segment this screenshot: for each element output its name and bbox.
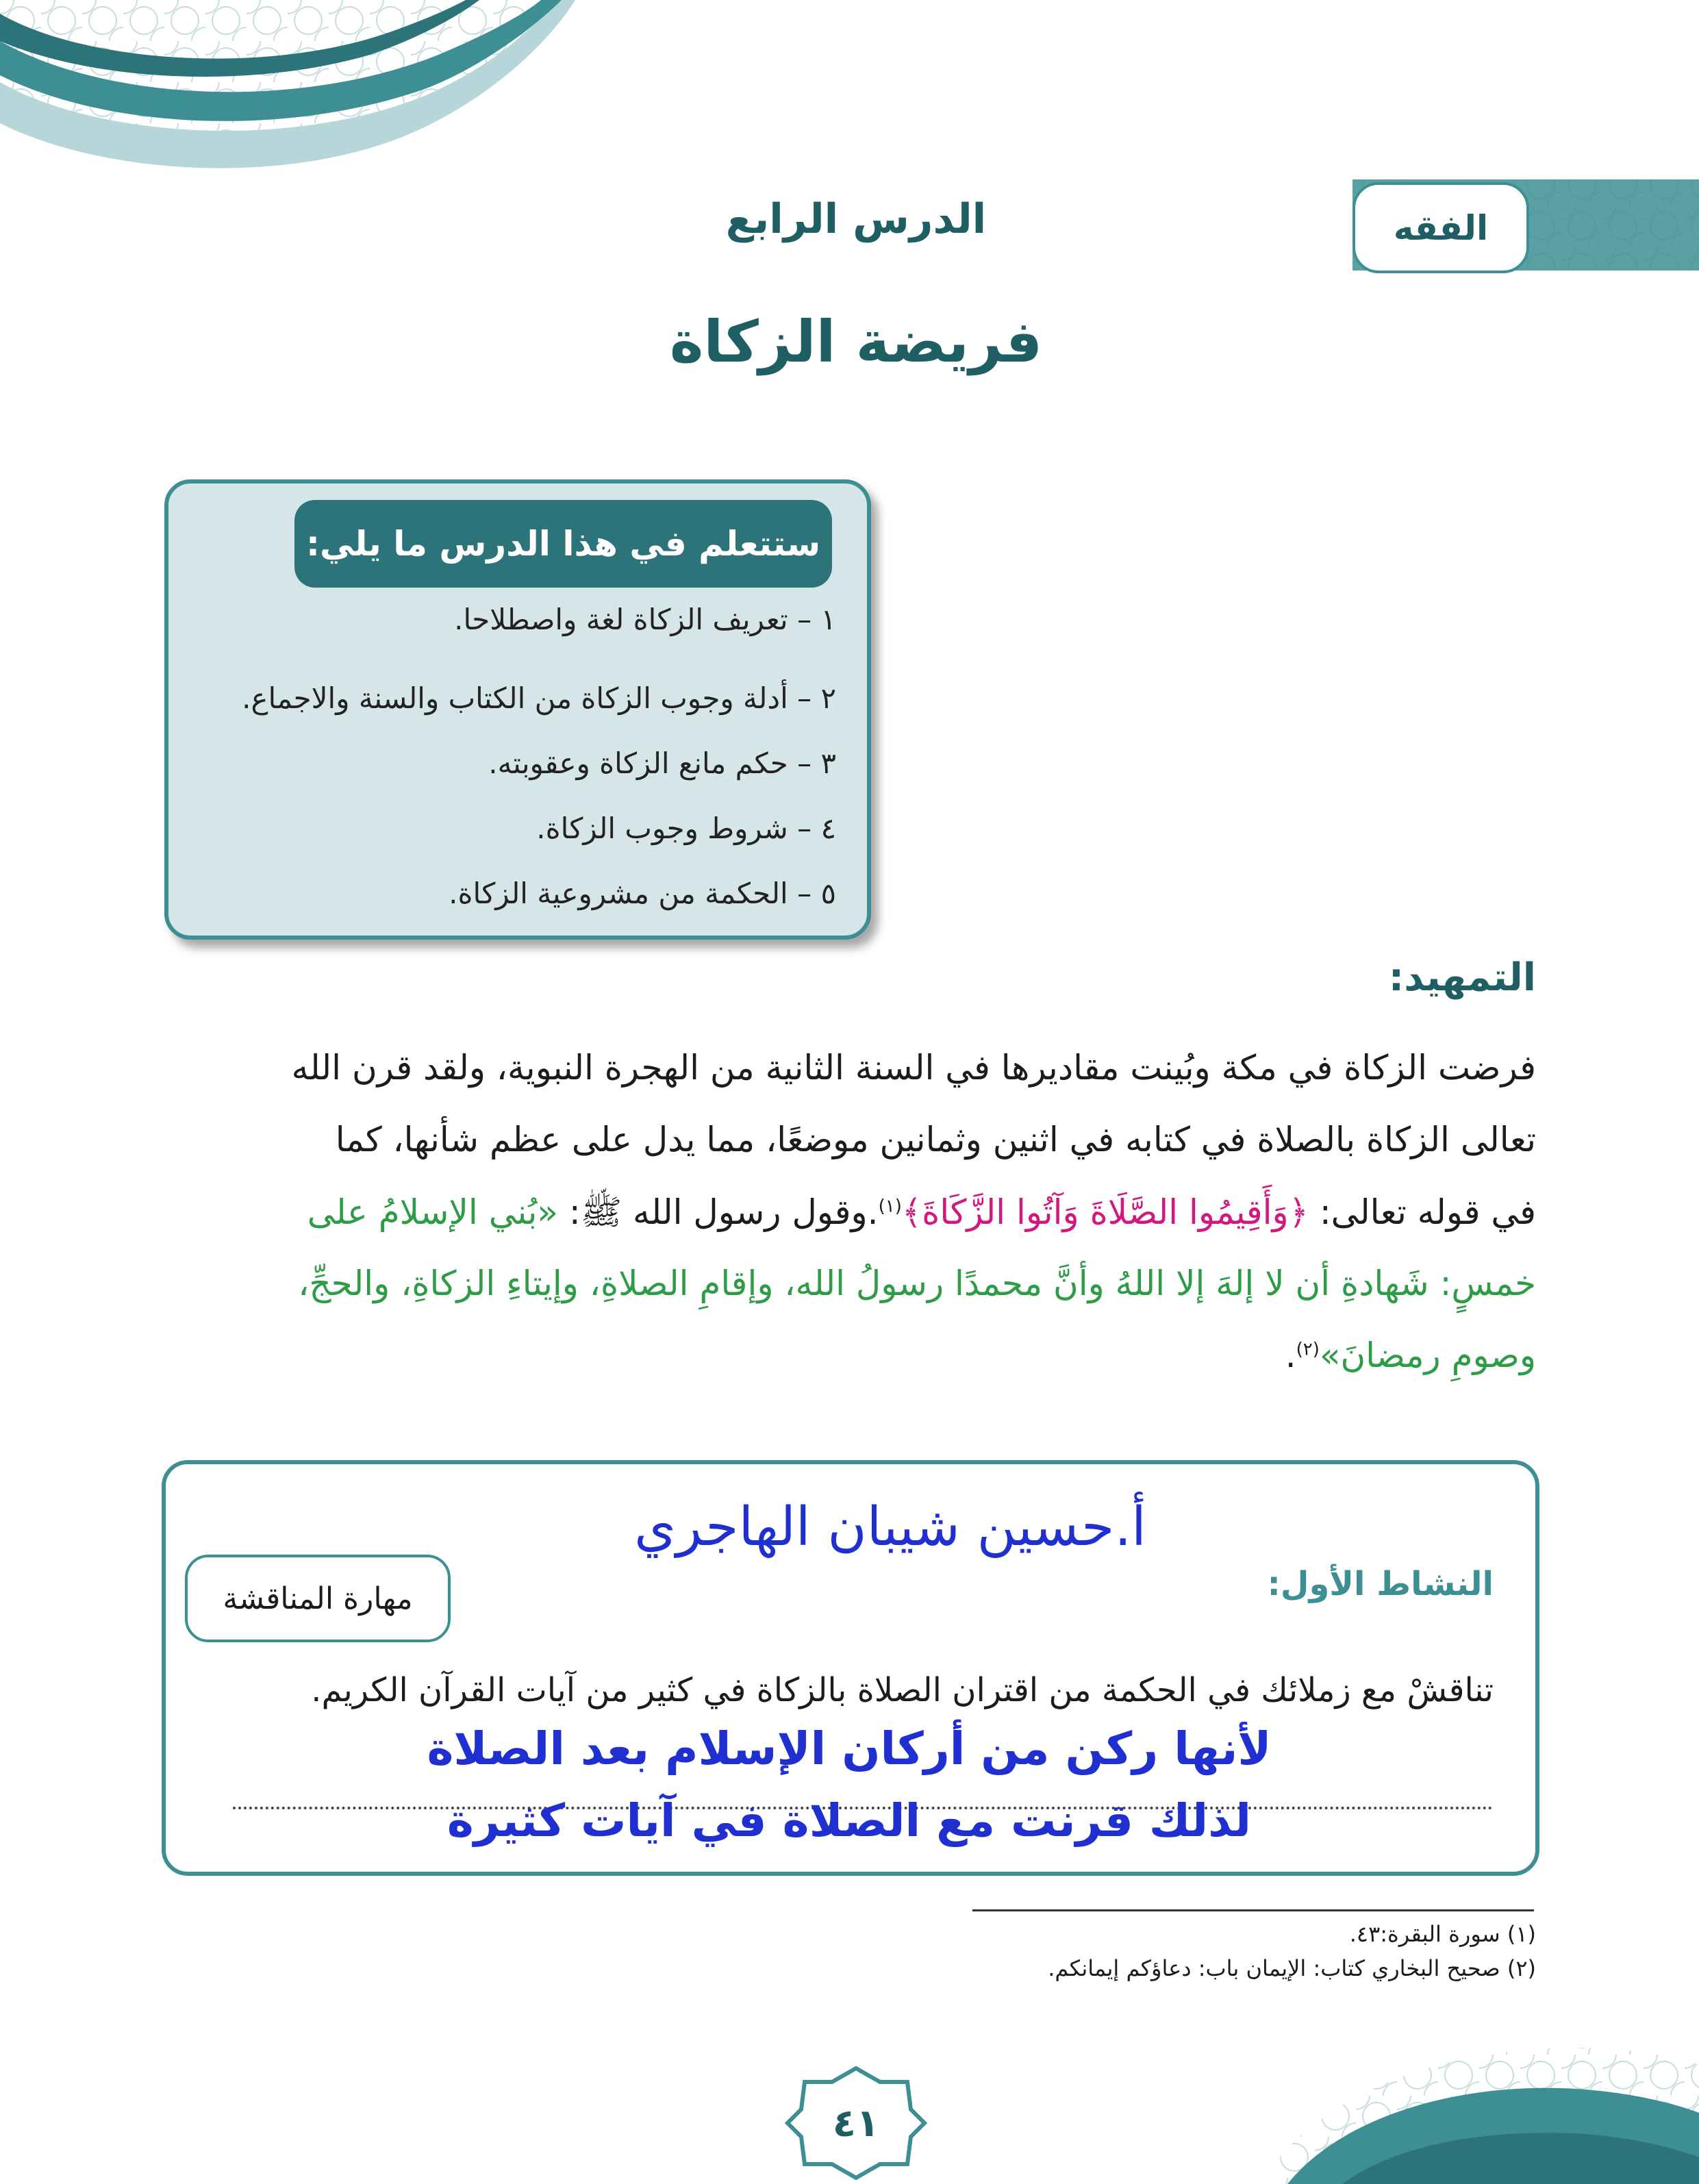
handwritten-answer-line-1: لأنها ركن من أركان الإسلام بعد الصلاة [427, 1722, 1272, 1775]
quran-verse: ﴿وَأَقِيمُوا الصَّلَاةَ وَآتُوا الزَّكَاةَ﴾ [901, 1192, 1309, 1232]
skill-tag: مهارة المناقشة [185, 1555, 451, 1642]
intro-text: . [1285, 1335, 1296, 1375]
footnote: (١) سورة البقرة:٤٣. [1349, 1921, 1536, 1947]
footnote-divider [972, 1909, 1534, 1911]
objective-item: ١ – تعريف الزكاة لغة واصطلاحا. [454, 603, 836, 636]
intro-line-5 [1285, 1335, 1536, 1375]
handwritten-answer-line-2: لذلك قرنت مع الصلاة في آيات كثيرة [446, 1794, 1252, 1847]
intro-text: في قوله تعالى: [1308, 1192, 1536, 1232]
page-number: ٤١ [832, 2100, 880, 2146]
hadith-text: وصومِ رمضانَ» [1319, 1335, 1536, 1375]
footnote-ref: (٢) [1296, 1339, 1320, 1360]
hadith-line-2: خمسٍ: شَهادةِ أن لا إلهَ إلا اللهُ وأنَّ محمدًا رسولُ الله، وإقامِ الصلاةِ، وإيتاءِ الزكاةِ، والحجِّ، [298, 1264, 1536, 1303]
activity-title: النشاط الأول: [1267, 1565, 1494, 1603]
subject-tab: الفقه [1352, 182, 1529, 273]
intro-line-1: فرضت الزكاة في مكة وبُينت مقاديرها في السنة الثانية من الهجرة النبوية، ولقد قرن الله [291, 1048, 1536, 1088]
hadith-text: «بُني الإسلامُ على [307, 1192, 558, 1232]
objective-item: ٤ – شروط وجوب الزكاة. [536, 812, 836, 845]
intro-line-2: تعالى الزكاة بالصلاة في كتابه في اثنين وثمانين موضعًا، مما يدل على عظم شأنها، كما [335, 1120, 1536, 1159]
intro-line-3 [307, 1192, 1536, 1241]
lesson-title: فريضة الزكاة [669, 308, 1043, 375]
objective-item: ٣ – حكم مانع الزكاة وعقوبته. [488, 746, 836, 780]
activity-prompt: تناقشْ مع زملائك في الحكمة من اقتران الصلاة بالزكاة في كثير من آيات القرآن الكريم. [311, 1671, 1494, 1709]
objective-item: ٢ – أدلة وجوب الزكاة من الكتاب والسنة والاجماع. [242, 681, 836, 715]
objectives-heading: ستتعلم في هذا الدرس ما يلي: [294, 500, 832, 588]
footnote-ref: (١) [878, 1196, 902, 1217]
intro-text: .وقول رسول الله ﷺ: [557, 1192, 879, 1232]
teacher-name: أ.حسين شيبان الهاجري [634, 1496, 1146, 1558]
footnote: (٢) صحيح البخاري كتاب: الإيمان باب: دعاؤكم إيمانكم. [1048, 1955, 1536, 1981]
intro-heading: التمهيد: [1388, 955, 1536, 1000]
objective-item: ٥ – الحكمة من مشروعية الزكاة. [449, 877, 836, 910]
lesson-number: الدرس الرابع [725, 195, 987, 243]
